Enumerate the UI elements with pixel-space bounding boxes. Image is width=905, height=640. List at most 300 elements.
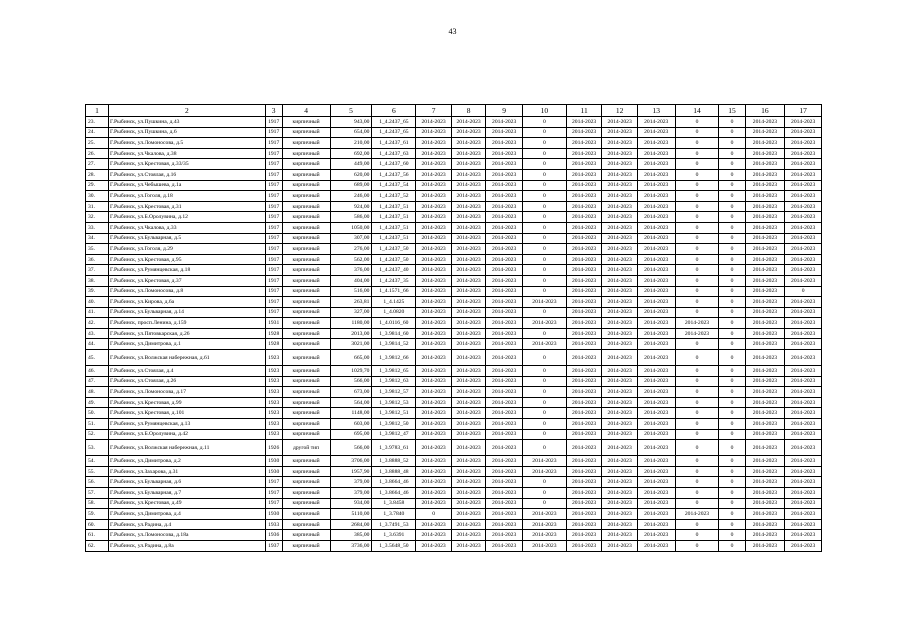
table-cell: Г.Рыбинск, ул.Чкалова, д.33 (109, 222, 266, 233)
table-cell: 2014-2023 (566, 169, 602, 180)
table-cell: 0 (719, 519, 745, 530)
table-cell: кирпичный (282, 148, 330, 159)
table-cell: 2014-2023 (451, 180, 486, 191)
table-cell: 2014-2023 (785, 275, 822, 286)
table-cell: 2014-2023 (637, 540, 675, 551)
table-cell: 2014-2023 (486, 254, 523, 265)
table-cell: 2014-2023 (486, 297, 523, 308)
table-cell: Г.Рыбинск, ул.Волжская набережная, д.61 (109, 350, 266, 366)
table-cell: 2014-2023 (785, 138, 822, 149)
table-cell: 2014-2023 (637, 498, 675, 509)
column-header: 3 (265, 105, 282, 117)
table-row (86, 397, 822, 408)
table-cell: 2014-2023 (451, 387, 486, 398)
table-cell: кирпичный (282, 339, 330, 350)
column-header: 9 (486, 105, 523, 117)
table-cell: 0 (675, 127, 719, 138)
table-cell: 0 (675, 117, 719, 128)
table-cell: 2014-2023 (566, 397, 602, 408)
table-cell: 2014-2023 (637, 466, 675, 477)
table-cell: 2014-2023 (451, 244, 486, 255)
table-cell: 30. (86, 191, 109, 202)
table-cell: 2014-2023 (745, 307, 785, 318)
table-cell: кирпичный (282, 127, 330, 138)
table-cell: 2014-2023 (785, 127, 822, 138)
table-cell: 0 (719, 127, 745, 138)
table-cell: 2014-2023 (486, 466, 523, 477)
table-cell: 2014-2023 (566, 222, 602, 233)
table-cell: 0 (522, 254, 566, 265)
table-cell: кирпичный (282, 456, 330, 467)
table-cell: 924,00 (330, 201, 372, 212)
table-cell: 2014-2023 (785, 456, 822, 467)
table-cell: 2014-2023 (637, 159, 675, 170)
table-cell: 2014-2023 (451, 350, 486, 366)
table-cell: 2014-2023 (486, 318, 523, 329)
table-cell: 2014-2023 (785, 419, 822, 430)
table-cell: 2014-2023 (416, 117, 452, 128)
table-cell: 54. (86, 456, 109, 467)
table-cell: 2014-2023 (602, 488, 638, 499)
table-cell: 1917 (265, 488, 282, 499)
table-cell: 2014-2023 (637, 212, 675, 223)
column-header: 5 (330, 105, 372, 117)
table-cell: 0 (719, 191, 745, 202)
table-row (86, 286, 822, 297)
table-cell: 1_3.7491_53 (372, 519, 416, 530)
table-cell: Г.Рыбинск, ул.Ломоносова, д.8 (109, 286, 266, 297)
table-cell: 2014-2023 (745, 180, 785, 191)
table-cell: 2014-2023 (785, 180, 822, 191)
table-cell: 2014-2023 (785, 339, 822, 350)
table-row (86, 138, 822, 149)
column-header: 16 (745, 105, 785, 117)
table-cell: 1_3.5648_50 (372, 540, 416, 551)
table-cell: 0 (719, 159, 745, 170)
table-cell: 263,81 (330, 297, 372, 308)
table-cell: Г.Рыбинск, ул.Стоялая, д.26 (109, 376, 266, 387)
table-cell: 1957,90 (330, 466, 372, 477)
table-cell: 276,00 (330, 244, 372, 255)
table-cell: Г.Рыбинск, ул.Бульварная, д.5 (109, 233, 266, 244)
table-cell: Г.Рыбинск, ул.Крестовая, д.33/35 (109, 159, 266, 170)
table-cell: 2014-2023 (745, 509, 785, 520)
table-cell: 2014-2023 (602, 350, 638, 366)
table-cell: 2014-2023 (416, 530, 452, 541)
table-cell: 2014-2023 (602, 159, 638, 170)
table-cell: 2014-2023 (637, 169, 675, 180)
table-cell: 620,00 (330, 169, 372, 180)
table-cell: 449,00 (330, 159, 372, 170)
table-cell: 2014-2023 (602, 254, 638, 265)
table-cell: 2014-2023 (745, 254, 785, 265)
table-cell: 2014-2023 (416, 466, 452, 477)
table-cell: 2014-2023 (745, 201, 785, 212)
table-row (86, 456, 822, 467)
table-cell: 2014-2023 (451, 530, 486, 541)
table-cell: кирпичный (282, 376, 330, 387)
column-header: 15 (719, 105, 745, 117)
table-cell: 1_4.2437_60 (372, 159, 416, 170)
table-cell: 2014-2023 (566, 350, 602, 366)
table-cell: 2014-2023 (451, 222, 486, 233)
table-cell: 2014-2023 (637, 244, 675, 255)
table-cell: 2014-2023 (486, 159, 523, 170)
table-cell: 2014-2023 (785, 429, 822, 440)
table-cell: Г.Рыбинск, ул.Румянцевская, д.13 (109, 419, 266, 430)
table-cell: 0 (675, 297, 719, 308)
table-cell: 0 (522, 376, 566, 387)
table-cell: 2014-2023 (602, 244, 638, 255)
table-cell: 26. (86, 148, 109, 159)
table-cell: 0 (675, 408, 719, 419)
table-cell: 2014-2023 (566, 387, 602, 398)
table-cell: 2014-2023 (785, 387, 822, 398)
table-cell: 1923 (265, 376, 282, 387)
table-cell: 1930 (265, 509, 282, 520)
table-cell: кирпичный (282, 180, 330, 191)
table-cell: 2014-2023 (486, 328, 523, 339)
table-cell: 2014-2023 (785, 265, 822, 276)
table-cell: 2014-2023 (785, 530, 822, 541)
table-body (86, 105, 822, 552)
table-cell: 2014-2023 (566, 275, 602, 286)
table-cell: 2014-2023 (745, 429, 785, 440)
table-cell: кирпичный (282, 297, 330, 308)
table-cell: 1_4.2437_52 (372, 191, 416, 202)
table-cell: 1_4.2437_51 (372, 201, 416, 212)
table-cell: 0 (675, 212, 719, 223)
table-cell: 0 (719, 419, 745, 430)
table-cell: 2014-2023 (745, 339, 785, 350)
table-cell: 0 (675, 466, 719, 477)
table-cell: 0 (719, 222, 745, 233)
table-cell: 0 (719, 201, 745, 212)
table-cell: 2014-2023 (566, 530, 602, 541)
table-cell: 2014-2023 (785, 509, 822, 520)
table-cell: 47. (86, 376, 109, 387)
table-cell: 2014-2023 (675, 509, 719, 520)
table-cell: 2014-2023 (745, 297, 785, 308)
table-cell: 2014-2023 (486, 429, 523, 440)
table-cell: 1_3.7840 (372, 509, 416, 520)
table-cell: 0 (675, 419, 719, 430)
table-cell: 2014-2023 (745, 498, 785, 509)
table-cell: 1917 (265, 191, 282, 202)
table-cell: 1050,00 (330, 222, 372, 233)
table-cell: 2014-2023 (602, 222, 638, 233)
table-cell: 2014-2023 (637, 297, 675, 308)
table-cell: 0 (785, 286, 822, 297)
table-cell: 2014-2023 (566, 498, 602, 509)
table-cell: 2014-2023 (522, 530, 566, 541)
table-cell: 0 (522, 498, 566, 509)
table-cell: 27. (86, 159, 109, 170)
table-row (86, 127, 822, 138)
column-header: 1 (86, 105, 109, 117)
table-cell: 2014-2023 (416, 286, 452, 297)
table-cell: 2014-2023 (416, 254, 452, 265)
table-cell: Г.Рыбинск, ул.Б.Оролувина, д.42 (109, 429, 266, 440)
table-cell: 51. (86, 419, 109, 430)
table-cell: 0 (522, 180, 566, 191)
table-cell: 2014-2023 (785, 477, 822, 488)
table-cell: 2014-2023 (416, 127, 452, 138)
table-cell: 2014-2023 (522, 339, 566, 350)
table-cell: 1923 (265, 408, 282, 419)
table-cell: 1930 (265, 466, 282, 477)
table-cell: 3736,00 (330, 540, 372, 551)
table-cell: 52. (86, 429, 109, 440)
table-cell: 0 (719, 244, 745, 255)
table-cell: 1917 (265, 254, 282, 265)
table-cell: 2014-2023 (416, 387, 452, 398)
table-cell: 39. (86, 286, 109, 297)
table-cell: 2014-2023 (566, 265, 602, 276)
table-cell: 1917 (265, 138, 282, 149)
table-cell: 2014-2023 (486, 397, 523, 408)
table-cell: 2014-2023 (637, 275, 675, 286)
table-cell: 2014-2023 (451, 191, 486, 202)
table-cell: 2014-2023 (566, 117, 602, 128)
table-cell: 0 (675, 169, 719, 180)
table-cell: 2014-2023 (785, 350, 822, 366)
table-cell: 0 (719, 440, 745, 456)
table-cell: 2684,00 (330, 519, 372, 530)
table-cell: 2014-2023 (637, 286, 675, 297)
table-cell: 2014-2023 (602, 440, 638, 456)
table-cell: 2014-2023 (602, 477, 638, 488)
table-cell: 2014-2023 (637, 180, 675, 191)
table-row (86, 339, 822, 350)
table-cell: Г.Рыбинск, ул.Ломоносова, д.17 (109, 387, 266, 398)
table-cell: 0 (719, 540, 745, 551)
table-cell: Г.Рыбинск, ул.Димитрова, д.2 (109, 456, 266, 467)
table-cell: 0 (522, 488, 566, 499)
table-cell: кирпичный (282, 498, 330, 509)
table-cell: 603,00 (330, 419, 372, 430)
table-cell: 0 (522, 138, 566, 149)
table-cell: 2014-2023 (785, 191, 822, 202)
table-cell: кирпичный (282, 429, 330, 440)
table-row (86, 387, 822, 398)
table-cell: Г.Рыбинск, ул.Румянцевская, д.18 (109, 265, 266, 276)
table-cell: Г.Рыбинск, просп.Ленина, д.159 (109, 318, 266, 329)
table-cell: 0 (719, 318, 745, 329)
table-cell: 2014-2023 (602, 328, 638, 339)
table-row (86, 509, 822, 520)
table-cell: 2014-2023 (416, 408, 452, 419)
table-cell: 2014-2023 (451, 318, 486, 329)
table-cell: 2014-2023 (637, 117, 675, 128)
table-cell: 2014-2023 (566, 456, 602, 467)
table-cell: 2014-2023 (486, 387, 523, 398)
table-cell: 2014-2023 (416, 159, 452, 170)
table-cell: кирпичный (282, 488, 330, 499)
table-cell: 2014-2023 (745, 212, 785, 223)
table-row (86, 419, 822, 430)
table-cell: 0 (522, 265, 566, 276)
table-cell: 2014-2023 (637, 397, 675, 408)
table-cell: 2014-2023 (785, 540, 822, 551)
table-cell: 1917 (265, 127, 282, 138)
table-cell: 2014-2023 (451, 408, 486, 419)
table-cell: 2014-2023 (416, 169, 452, 180)
table-cell: 2014-2023 (745, 286, 785, 297)
table-cell: 0 (719, 477, 745, 488)
table-cell: 1_3.9812_53 (372, 397, 416, 408)
table-cell: 2014-2023 (745, 488, 785, 499)
table-cell: 60. (86, 519, 109, 530)
column-header: 4 (282, 105, 330, 117)
table-cell: 2014-2023 (451, 127, 486, 138)
table-cell: кирпичный (282, 117, 330, 128)
table-cell: 404,00 (330, 275, 372, 286)
table-cell: Г.Рыбинск, ул.Бульварная, д.14 (109, 307, 266, 318)
table-cell: 2014-2023 (451, 519, 486, 530)
table-cell: 2014-2023 (566, 297, 602, 308)
table-cell: 1_3.9812_66 (372, 350, 416, 366)
table-cell: 2014-2023 (785, 159, 822, 170)
table-cell: 1923 (265, 350, 282, 366)
table-cell: 1148,00 (330, 408, 372, 419)
table-cell: 2014-2023 (785, 376, 822, 387)
column-header: 17 (785, 105, 822, 117)
table-cell: 2014-2023 (637, 488, 675, 499)
table-row (86, 477, 822, 488)
table-cell: 2014-2023 (637, 530, 675, 541)
table-cell: 0 (675, 275, 719, 286)
table-cell: 246,00 (330, 191, 372, 202)
table-cell: 2014-2023 (486, 233, 523, 244)
table-cell: 2014-2023 (486, 180, 523, 191)
table-cell: 1917 (265, 148, 282, 159)
table-cell: 2014-2023 (416, 212, 452, 223)
table-cell: 1_4.2437_65 (372, 127, 416, 138)
table-cell: 0 (675, 477, 719, 488)
table-cell: 24. (86, 127, 109, 138)
table-cell: кирпичный (282, 466, 330, 477)
table-cell: 0 (675, 201, 719, 212)
table-row (86, 201, 822, 212)
table-cell: 2014-2023 (416, 138, 452, 149)
table-cell: 1917 (265, 169, 282, 180)
table-cell: 1029,70 (330, 366, 372, 377)
table-cell: 2014-2023 (416, 440, 452, 456)
table-cell: 2014-2023 (785, 498, 822, 509)
table-cell: Г.Рыбинск, ул.Пятовкарская, д.26 (109, 328, 266, 339)
table-cell: 2014-2023 (602, 191, 638, 202)
table-cell: 2014-2023 (745, 477, 785, 488)
table-cell: 516,00 (330, 286, 372, 297)
table-cell: 2014-2023 (785, 307, 822, 318)
table-cell: 46. (86, 366, 109, 377)
table-cell: 2014-2023 (416, 350, 452, 366)
table-cell: Г.Рыбинск, ул.Крестовая, д.37 (109, 275, 266, 286)
table-cell: 2014-2023 (745, 387, 785, 398)
table-cell: 1_4.2437_63 (372, 148, 416, 159)
table-cell: 0 (522, 429, 566, 440)
table-cell: 2014-2023 (522, 509, 566, 520)
table-cell: 1923 (265, 366, 282, 377)
table-cell: 2014-2023 (637, 408, 675, 419)
table-cell: 1_3.9812_51 (372, 408, 416, 419)
table-cell: 1917 (265, 180, 282, 191)
table-cell: 2014-2023 (416, 540, 452, 551)
table-cell: кирпичный (282, 254, 330, 265)
table-cell: Г.Рыбинск, ул.Крестовая, д.31 (109, 201, 266, 212)
table-cell: 2014-2023 (486, 212, 523, 223)
table-cell: Г.Рыбинск, ул.Радина, д.8а (109, 540, 266, 551)
table-cell: Г.Рыбинск, ул.Стоялая, д.4 (109, 366, 266, 377)
table-cell: 2014-2023 (486, 307, 523, 318)
table-cell: 1_4.2437_51 (372, 222, 416, 233)
table-cell: 0 (675, 440, 719, 456)
table-cell: 0 (675, 429, 719, 440)
table-cell: 0 (719, 212, 745, 223)
table-cell: 2014-2023 (566, 138, 602, 149)
table-cell: 1917 (265, 265, 282, 276)
table-cell: 2014-2023 (566, 201, 602, 212)
table-cell: 3706,00 (330, 456, 372, 467)
table-cell: 2014-2023 (486, 286, 523, 297)
table-cell: 2014-2023 (602, 419, 638, 430)
table-cell: 2014-2023 (451, 212, 486, 223)
table-cell: 2014-2023 (602, 117, 638, 128)
table-cell: 40. (86, 297, 109, 308)
table-cell: 1_3.8664_46 (372, 477, 416, 488)
table-cell: 2014-2023 (602, 339, 638, 350)
table-cell: 1933 (265, 519, 282, 530)
table-cell: 2014-2023 (785, 440, 822, 456)
table-cell: Г.Рыбинск, ул.Чкалова, д.38 (109, 148, 266, 159)
table-cell: 2014-2023 (566, 540, 602, 551)
table-cell: 1_3.9814_52 (372, 339, 416, 350)
table-cell: 586,00 (330, 212, 372, 223)
table-cell: 2014-2023 (486, 519, 523, 530)
table-cell: Г.Рыбинск, ул.Б.Оролувина, д.12 (109, 212, 266, 223)
table-cell: 0 (522, 212, 566, 223)
table-cell: 2014-2023 (745, 397, 785, 408)
table-cell: 665,00 (330, 350, 372, 366)
table-cell: 2014-2023 (416, 275, 452, 286)
table-cell: 2014-2023 (602, 138, 638, 149)
table-cell: 2014-2023 (745, 148, 785, 159)
table-cell: 566,00 (330, 376, 372, 387)
table-cell: 0 (675, 350, 719, 366)
table-cell: 307,00 (330, 233, 372, 244)
table-cell: 0 (522, 440, 566, 456)
table-cell: Г.Рыбинск, ул.Чебышева, д.1а (109, 180, 266, 191)
column-header: 6 (372, 105, 416, 117)
table-cell: кирпичный (282, 509, 330, 520)
table-cell: 2014-2023 (602, 275, 638, 286)
table-cell: 0 (522, 148, 566, 159)
table-cell: 1917 (265, 222, 282, 233)
table-cell: 2014-2023 (602, 408, 638, 419)
table-cell: 2014-2023 (637, 387, 675, 398)
table-cell: 0 (719, 169, 745, 180)
table-row (86, 429, 822, 440)
table-cell: 2014-2023 (451, 477, 486, 488)
table-cell: 1_4.1425 (372, 297, 416, 308)
table-cell: 0 (719, 148, 745, 159)
table-cell: 1_3.9814_60 (372, 328, 416, 339)
table-cell: 2014-2023 (451, 540, 486, 551)
table-cell: 0 (675, 233, 719, 244)
table-cell: 2014-2023 (416, 244, 452, 255)
table-cell: Г.Рыбинск, ул.Гоголя, д.18 (109, 191, 266, 202)
